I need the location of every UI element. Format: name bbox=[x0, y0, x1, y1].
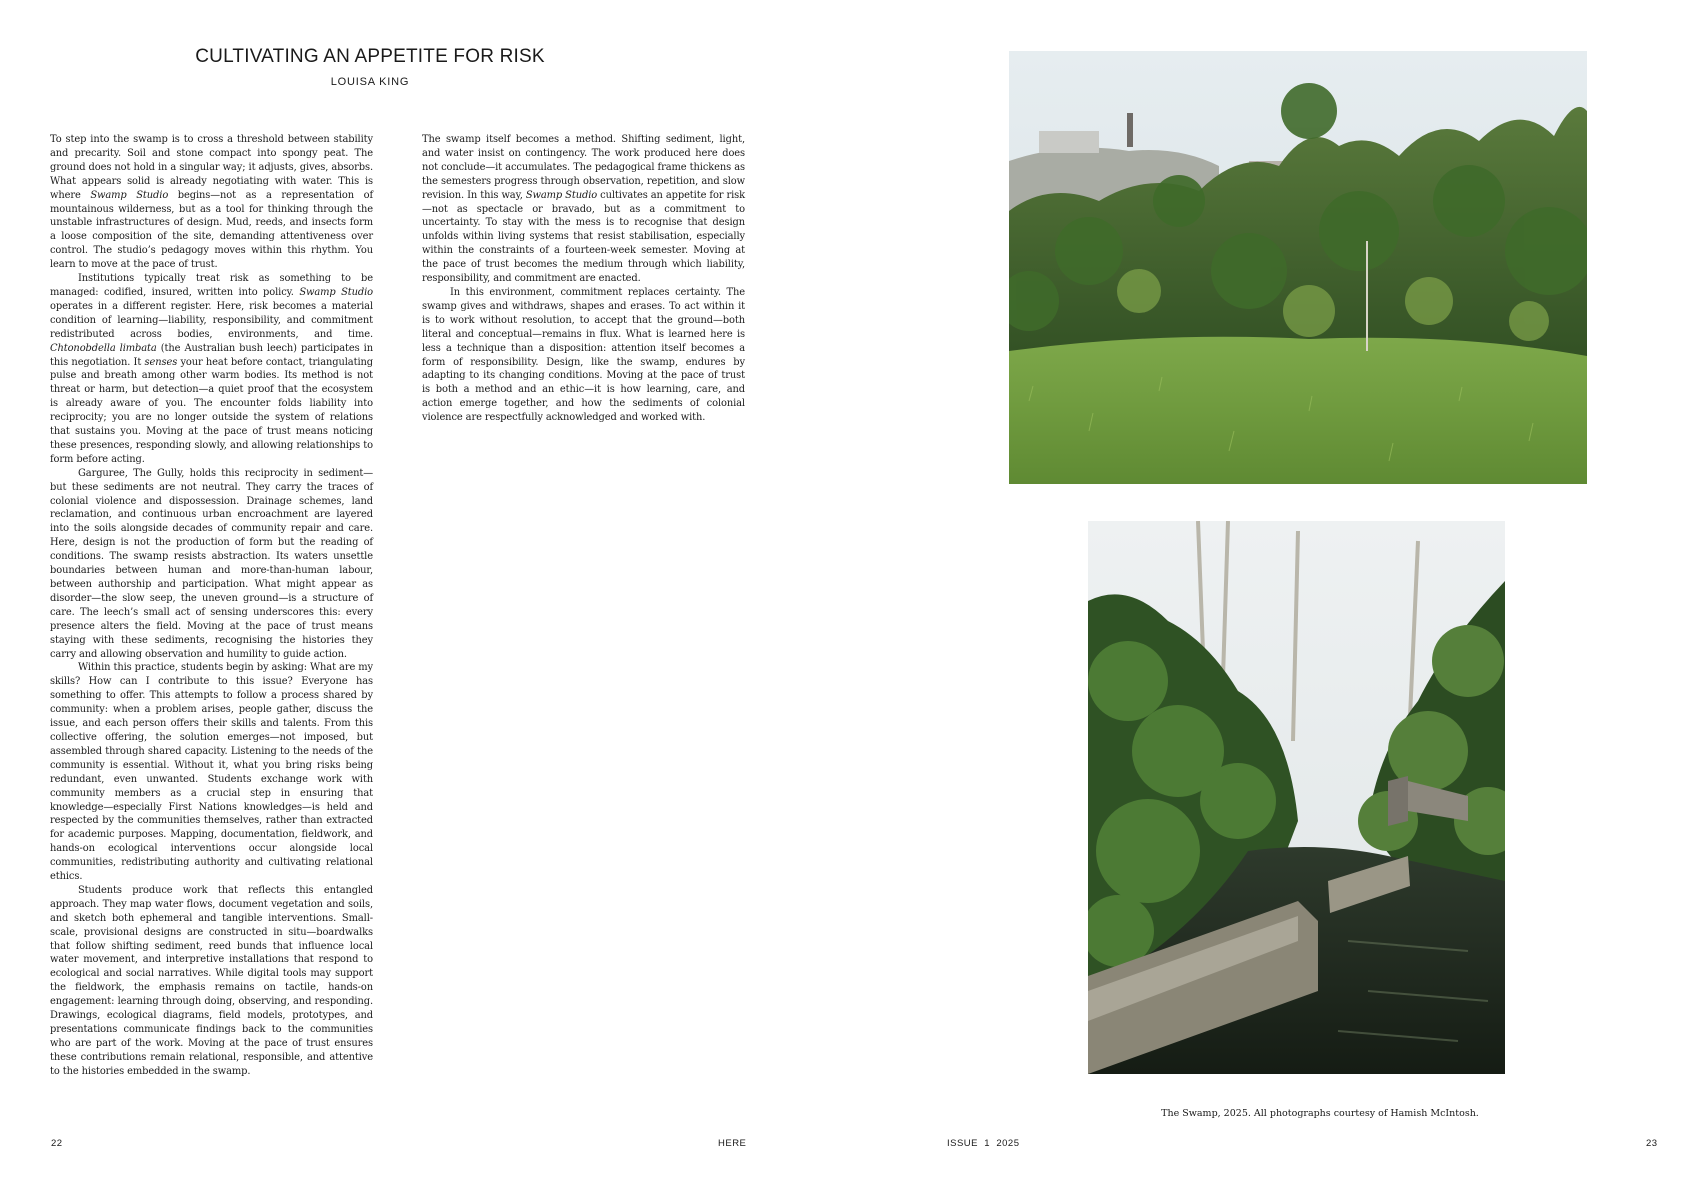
running-footer-publication: HERE bbox=[718, 1138, 747, 1149]
swamp-landscape-photo bbox=[1009, 51, 1587, 484]
page-number-left: 22 bbox=[51, 1138, 63, 1149]
creek-weir-photo bbox=[1088, 521, 1505, 1074]
running-footer-issue: ISSUE 1 2025 bbox=[947, 1138, 1020, 1149]
text-column-right bbox=[422, 133, 745, 425]
paragraph: Students produce work that reflects this entangled approach. They map water flows, document vegetation and soils, and sketch both ephemeral and tangible interventions. Small-scale, provisional designs are constructed in situ—boardwalks that follow shifting sediment, reed bunds that influence local water movement, and interpretive installations that respond to ecological and social narratives. While digital tools may support the fieldwork, the emphasis remains on tactile, hands-on engagement: learning through doing, observing, and responding. Drawings, ecological diagrams, field models, prototypes, and presentations communicate findings back to the communities who are part of the work. Moving at the pace of trust ensures these contributions remain relational, responsible, and attentive to the histories embedded in the swamp. bbox=[50, 884, 373, 1077]
photo-caption: The Swamp, 2025. All photographs courtesy of Hamish McIntosh. bbox=[1161, 1108, 1479, 1119]
page-number-right: 23 bbox=[1646, 1138, 1658, 1149]
article-title: CULTIVATING AN APPETITE FOR RISK bbox=[195, 46, 545, 67]
paragraph: To step into the swamp is to cross a threshold between stability and precarity. Soil and stone compact into spongy peat. The ground does not hold in a singular way; it adjusts, gives, absorbs. What appears solid is already negotiating with water. This is where Swamp Studio begins—not as a representation of mountainous wilderness, but as a tool for thinking through the unstable infrastructures of design. Mud, reeds, and insects form a loose composition of the site, demanding attentiveness over control. The studio’s pedagogy moves within this rhythm. You learn to move at the pace of trust. bbox=[50, 134, 374, 271]
paragraph: The swamp itself becomes a method. Shifting sediment, light, and water insist on contingency. The work produced here does not conclude—it accumulates. The pedagogical frame thickens as the semesters progress through observation, repetition, and slow revision. In this way, Swamp Studio cultivates an appetite for risk—not as spectacle or bravado, but as a commitment to uncertainty. To stay with the mess is to recognise that design unfolds within living systems that resist stabilisation, especially within the constraints of a fourteen-week semester. Moving at the pace of trust becomes the medium through which liability, responsibility, and commitment are enacted. bbox=[422, 134, 745, 285]
text-column-left bbox=[50, 133, 373, 1079]
paragraph: Within this practice, students begin by asking: What are my skills? How can I contribute to this issue? Everyone has something to offer. This attempts to follow a process shared by community: when a problem arises, people gather, discuss the issue, and each person offers their skills and talents. From this collective offering, the solution emerges—not imposed, but assembled through shared capacity. Listening to the needs of the community is essential. Without it, what you bring risks being redundant, even unwanted. Students exchange work with community members as a crucial step in ensuring that knowledge—especially First Nations knowledges—is held and respected by the communities themselves, rather than extracted for academic purposes. Mapping, documentation, fieldwork, and hands-on ecological interventions occur alongside local communities, redistributing authority and cultivating relational ethics. bbox=[50, 662, 373, 883]
article-author: LOUISA KING bbox=[330, 76, 410, 88]
paragraph: Institutions typically treat risk as something to be managed: codified, insured, written into policy. Swamp Studio operates in a different register. Here, risk becomes a material condition of learning—liability, responsibility, and commitment redistributed across bodies, environments, and time. Chtonobdella limbata (the Australian bush leech) participates in this negotiation. It senses your heat before contact, triangulating pulse and breath among other warm bodies. Its method is not threat or harm, but detection—a quiet proof that the ecosystem is already aware of you. The encounter folds liability into reciprocity; you are no longer outside the system of relations that sustains you. Moving at the pace of trust means noticing these presences, responding slowly, and allowing relationships to form before acting. bbox=[50, 273, 374, 465]
paragraph: In this environment, commitment replaces certainty. The swamp gives and withdraws, shapes and erases. To act within it is to work without resolution, to accept that the ground—both literal and conceptual—remains in flux. What is learned here is less a technique than a disposition: attention itself becomes a form of responsibility. Design, like the swamp, endures by adapting to its changing conditions. Moving at the pace of trust is both a method and an ethic—it is how learning, care, and action emerge together, and how the sediments of colonial violence are respectfully acknowledged and worked with. bbox=[422, 286, 745, 424]
paragraph: Garguree, The Gully, holds this reciprocity in sediment—but these sediments are not neutral. They carry the traces of colonial violence and dispossession. Drainage schemes, land reclamation, and continuous urban encroachment are layered into the soils alongside decades of community repair and care. Here, design is not the production of form but the reading of conditions. The swamp resists abstraction. Its waters unsettle boundaries between human and more-than-human labour, between authorship and participation. What might appear as disorder—the slow seep, the uneven ground—is a structure of care. The leech’s small act of sensing underscores this: every presence alters the field. Moving at the pace of trust means staying with these sediments, recognising the histories they carry and allowing observation and humility to guide action. bbox=[50, 467, 373, 660]
